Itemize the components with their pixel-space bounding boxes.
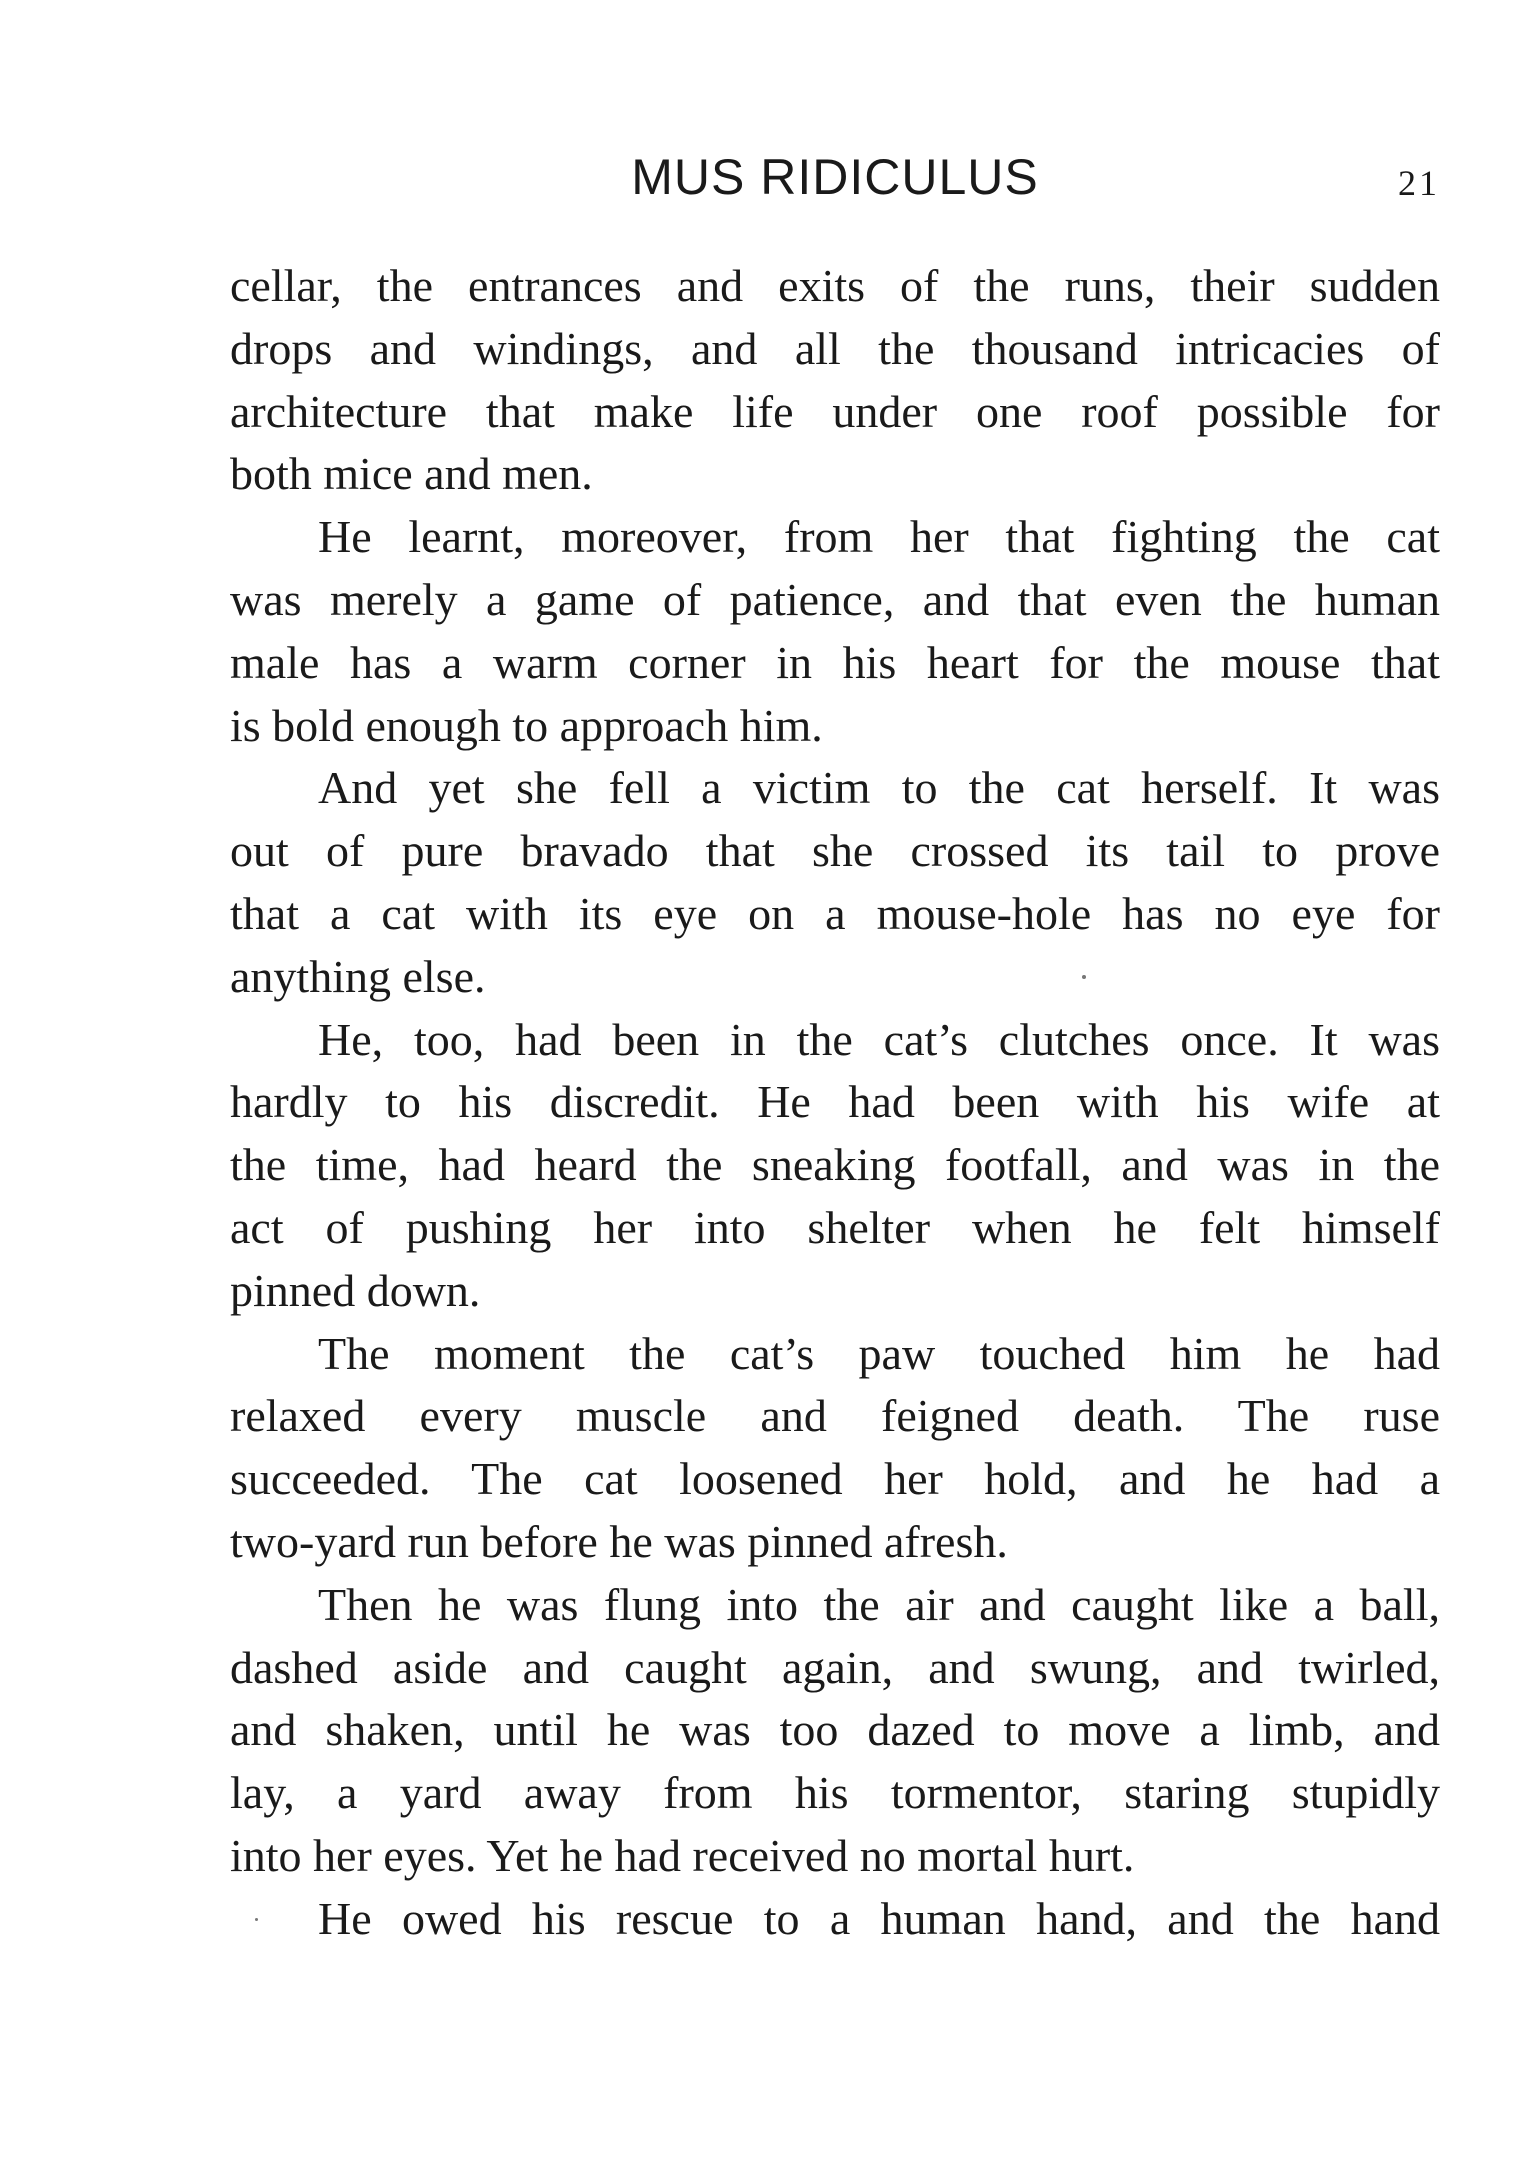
text-line: anything else. — [230, 950, 486, 1002]
text-line: cellar, the entrances and exits of the runs, their sudden — [230, 260, 1440, 311]
text-line: dashed aside and caught again, and swung, and twirled, — [230, 1641, 1440, 1693]
text-line: relaxed every muscle and feigned death. The ruse — [230, 1390, 1440, 1442]
paragraph-start-line: He, too, had been in the cat’s clutches once. It was — [318, 1013, 1440, 1065]
paragraph-start-line: He learnt, moreover, from her that fighting the cat — [318, 511, 1440, 563]
scan-speck — [255, 1918, 258, 1921]
paragraph-start-line: And yet she fell a victim to the cat herself. It was — [318, 762, 1440, 814]
text-line: pinned down. — [230, 1264, 481, 1316]
text-line: succeeded. The cat loosened her hold, and he had a — [230, 1453, 1440, 1505]
running-head — [230, 148, 1440, 218]
text-line: was merely a game of patience, and that even the human — [230, 573, 1440, 625]
text-line: the time, had heard the sneaking footfall, and was in the — [230, 1139, 1440, 1191]
text-line: male has a warm corner in his heart for the mouse that — [230, 636, 1440, 688]
text-line: out of pure bravado that she crossed its tail to prove — [230, 825, 1440, 877]
text-line: and shaken, until he was too dazed to move a limb, and — [230, 1704, 1440, 1756]
text-line: drops and windings, and all the thousand intricacies of — [230, 322, 1440, 374]
text-line: both mice and men. — [230, 448, 593, 500]
text-line: architecture that make life under one roof possible for — [230, 385, 1440, 437]
page-number: 21 — [1398, 163, 1440, 203]
paragraph-start-line: He owed his rescue to a human hand, and the hand — [318, 1892, 1440, 1944]
text-line: hardly to his discredit. He had been with his wife at — [230, 1076, 1440, 1128]
text-line: that a cat with its eye on a mouse-hole has no eye for — [230, 887, 1440, 939]
running-title: MUS RIDICULUS — [631, 149, 1039, 205]
scan-speck — [1082, 975, 1086, 979]
text-line: is bold enough to approach him. — [230, 699, 823, 751]
paragraph-start-line: The moment the cat’s paw touched him he had — [318, 1327, 1440, 1379]
text-line: into her eyes. Yet he had received no mortal hurt. — [230, 1829, 1135, 1881]
body-text — [230, 255, 1440, 1951]
paragraph-start-line: Then he was flung into the air and caught like a ball, — [318, 1578, 1440, 1630]
text-line: two-yard run before he was pinned afresh. — [230, 1515, 1008, 1567]
text-line: act of pushing her into shelter when he felt himself — [230, 1201, 1440, 1253]
text-line: lay, a yard away from his tormentor, staring stupidly — [230, 1767, 1440, 1819]
